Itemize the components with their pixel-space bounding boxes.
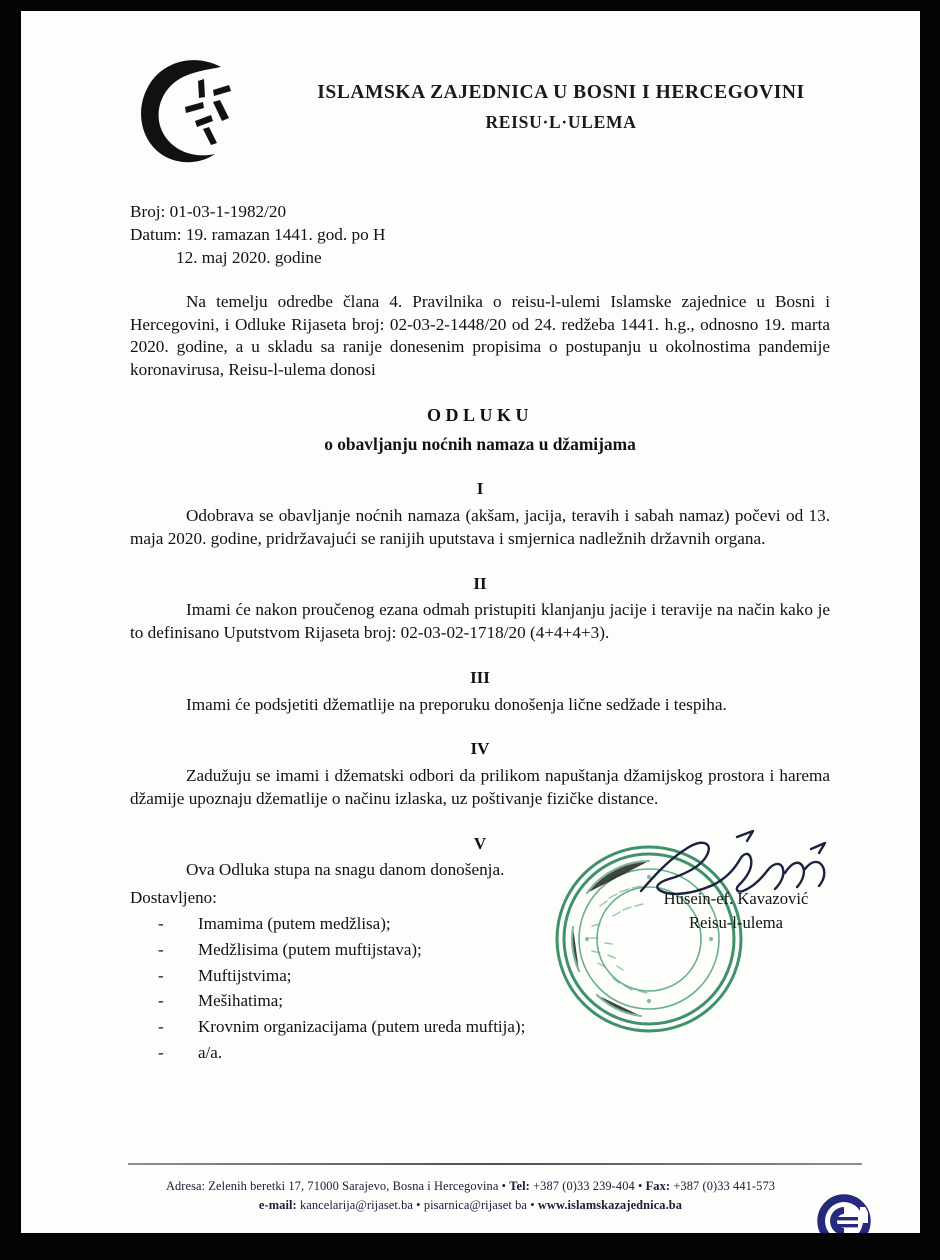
list-item: - Medžlisima (putem muftijstava); (158, 937, 590, 963)
section-numeral-5: V (473, 833, 487, 853)
section-numeral-4: IV (470, 739, 490, 759)
footer-website[interactable]: www.islamskazajednica.ba (537, 1198, 683, 1213)
distribution-heading: Dostavljeno: (130, 888, 217, 907)
section-numeral-3: III (470, 667, 490, 687)
distribution-list (130, 911, 590, 1066)
iz-round-logo-icon (816, 1193, 872, 1233)
letterhead (21, 55, 920, 175)
preamble-paragraph: Na temelju odredbe člana 4. Pravilnika o reisu-l-ulemi Islamske zajednice u Bosni i Hercegovini, i Odluke Rijaseta broj: 02-03-2-1448/20 od 24. redžeba 1441. h.g., odnosno 19. marta 2020. godine, a u skladu sa ranije donesenim propisima o postupanju u okolnostima pandemije koronavirusa, Reisu-l-ulema donosi (130, 291, 830, 380)
section-text-3: Imami će podsjetiti džematlije na preporuku donošenja lične sedžade i tespiha. (186, 694, 727, 714)
footer-email-label: e-mail: (258, 1198, 297, 1213)
section-text-2: Imami će nakon proučenog ezana odmah pristupiti klanjanju jacije i teravije na način kako je to definisano Uputstvom Rijaseta broj: 02-03-02-1718/20 (4+4+4+3). (130, 600, 830, 643)
organization-name: ISLAMSKA ZAJEDNICA U BOSNI I HERCEGOVINI (317, 82, 805, 103)
document-body (130, 201, 830, 882)
list-item: - Muftijstvima; (158, 963, 590, 989)
footer-address-text: Adresa: Zelenih beretki 17, 71000 Sarajevo, Bosna i Hercegovina • (165, 1179, 510, 1193)
decision-title: ODLUKU (426, 405, 533, 426)
section-text-1: Odobrava se obavljanje noćnih namaza (akšam, jacija, teravih i sabah namaz) počevi od 13. maja 2020. godine, pridržavajući se ranijih uputstava i smjernica nadležnih državnih organa. (130, 505, 830, 548)
footer-contact-line (21, 1196, 920, 1215)
footer-email-value: kancelarija@rijaset.ba • pisarnica@rijaset ba • (296, 1198, 538, 1213)
reference-number: Broj: 01-03-1-1982/20 (130, 202, 287, 221)
footer-fax-label: Fax: (645, 1179, 671, 1193)
organization-titles (251, 82, 871, 133)
signatory-role: Reisu-l-ulema (688, 913, 783, 933)
list-item: - Krovnim organizacijama (putem ureda muftija); (158, 1014, 590, 1040)
section-text-5: Ova Odluka stupa na snagu danom donošenja. (186, 860, 505, 880)
section-text-4: Zadužuju se imami i džematski odbori da prilikom napuštanja džamijskog prostora i harema džamije upoznaju džematlije o načinu izlaska, uz poštivanje fizičke distance. (130, 766, 830, 808)
list-item: - a/a. (158, 1040, 590, 1066)
footer-tel-label: Tel: (509, 1179, 530, 1193)
reference-block (130, 201, 830, 270)
document-page (21, 11, 920, 1233)
list-item: - Mešihatima; (158, 988, 590, 1014)
organization-office: REISU·L·ULEMA (485, 112, 637, 132)
reference-date-hijri: Datum: 19. ramazan 1441. god. po H (130, 224, 386, 244)
section-numeral-2: II (473, 573, 487, 593)
reference-date-gregorian: 12. maj 2020. godine (176, 247, 322, 267)
section-numeral-1: I (476, 479, 484, 499)
decision-subtitle: o obavljanju noćnih namaza u džamijama (324, 434, 636, 455)
distribution-block (130, 888, 590, 1066)
crescent-star-icon (125, 55, 257, 171)
signatory-block (621, 887, 851, 935)
footer (21, 1177, 920, 1215)
footer-divider (128, 1163, 862, 1165)
signatory-name: Husein-ef. Kavazović (663, 889, 809, 908)
footer-tel-value: +387 (0)33 239-404 • (529, 1179, 646, 1193)
footer-fax-value: +387 (0)33 441-573 (670, 1179, 776, 1193)
list-item: - Imamima (putem medžlisa); (158, 911, 590, 937)
footer-address-line (21, 1177, 920, 1196)
